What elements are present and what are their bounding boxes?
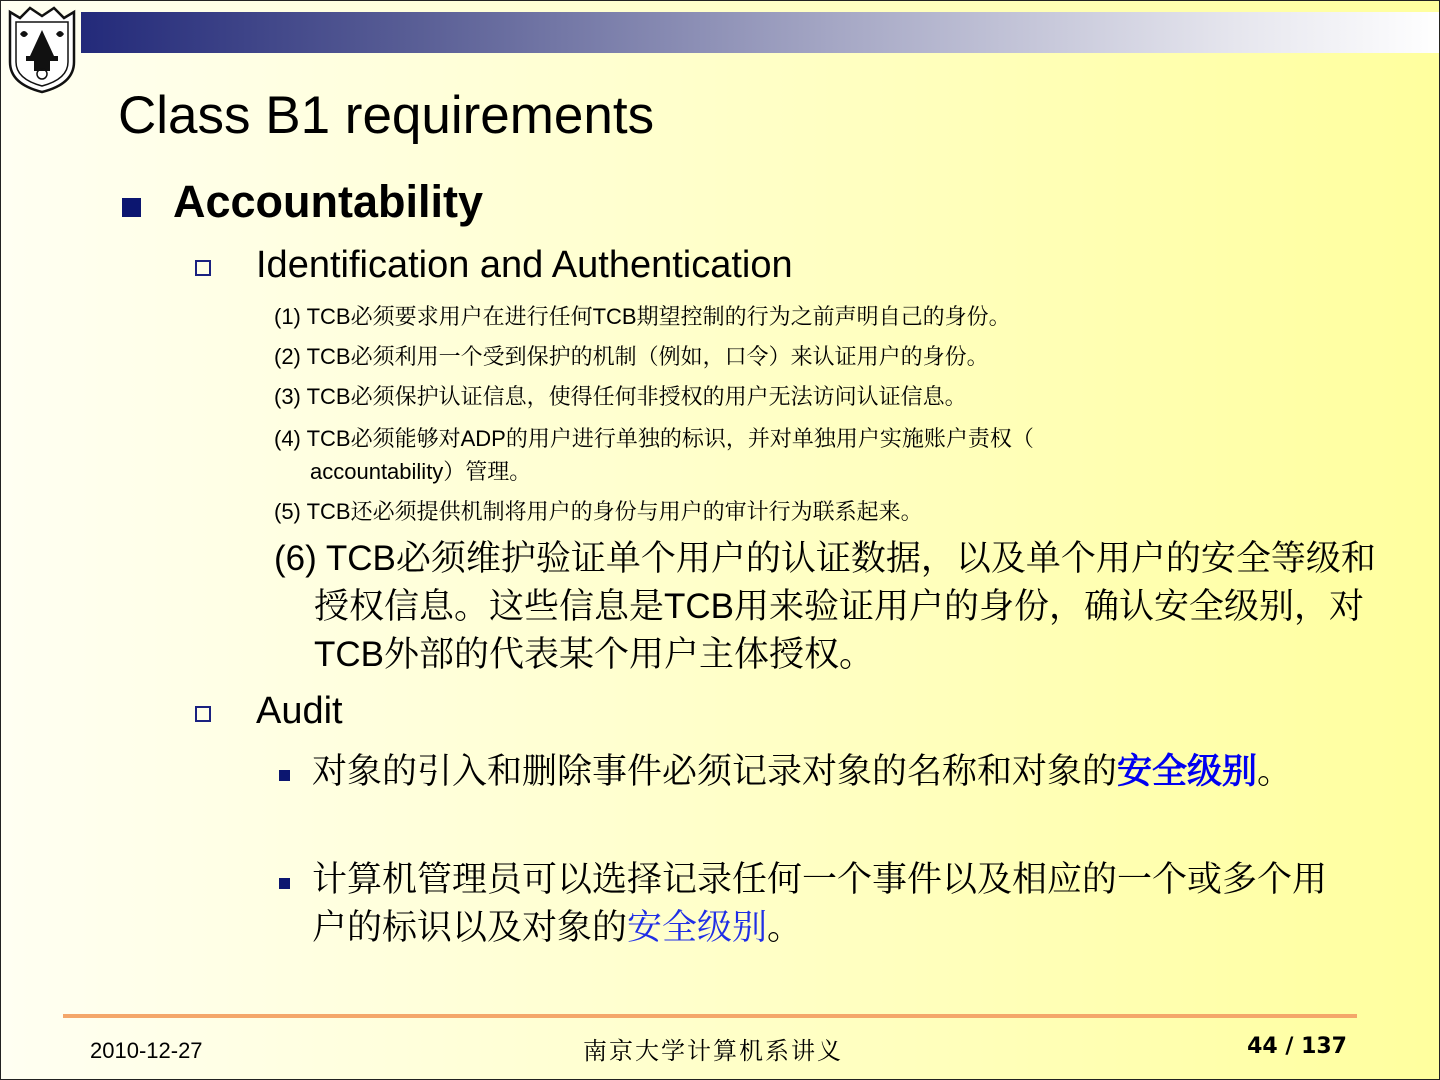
list-item-continuation: accountability）管理。 [310, 459, 532, 484]
section-heading-audit: Audit [256, 690, 343, 732]
list-item: (4) TCB必须能够对ADP的用户进行单独的标识，并对单独用户实施账户责权（ [274, 426, 1034, 451]
audit-item-highlight: 安全级别 [627, 908, 768, 948]
list-item: (2) TCB必须利用一个受到保护的机制（例如，口令）来认证用户的身份。 [274, 344, 989, 369]
footer-divider [63, 1014, 1357, 1018]
audit-item-text: 对象的引入和删除事件必须记录对象的名称和对象的 [312, 752, 1118, 792]
list-item: (3) TCB必须保护认证信息，使得任何非授权的用户无法访问认证信息。 [274, 384, 967, 409]
footer-course-title: 南京大学计算机系讲义 [583, 1037, 843, 1065]
list-item: (5) TCB还必须提供机制将用户的身份与用户的审计行为联系起来。 [274, 499, 923, 524]
level2-bullet-icon [195, 706, 211, 722]
audit-item-text: 计算机管理员可以选择记录任何一个事件以及相应的一个或多个用户的标识以及对象的 [312, 860, 1328, 948]
level3-bullet-icon [279, 770, 290, 781]
list-item-large: (6) TCB必须维护验证单个用户的认证数据，以及单个用户的安全等级和授权信息。这些信息是TCB用来验证用户的身份，确认安全级别，对TCB外部的代表某个用户主体授权。 [274, 539, 1376, 674]
audit-item-highlight: 安全级别 [1117, 751, 1258, 792]
audit-item-end: 。 [767, 908, 803, 948]
level3-bullet-icon [279, 878, 290, 889]
audit-item [312, 748, 1357, 796]
list-item: (1) TCB必须要求用户在进行任何TCB期望控制的行为之前声明自己的身份。 [274, 304, 1011, 329]
title-bar-gradient [81, 12, 1440, 53]
footer-date: 2010-12-27 [90, 1038, 203, 1063]
university-seal-icon [4, 4, 80, 94]
slide-title: Class B1 requirements [118, 86, 655, 145]
section-heading-identification: Identification and Authentication [256, 244, 793, 286]
audit-item-end: 。 [1257, 752, 1293, 792]
audit-item [312, 856, 1357, 952]
level2-bullet-icon [195, 260, 211, 276]
level1-bullet-icon [122, 198, 141, 217]
footer-page-number: 44 / 137 [1247, 1034, 1347, 1059]
level1-heading: Accountability [173, 176, 484, 227]
